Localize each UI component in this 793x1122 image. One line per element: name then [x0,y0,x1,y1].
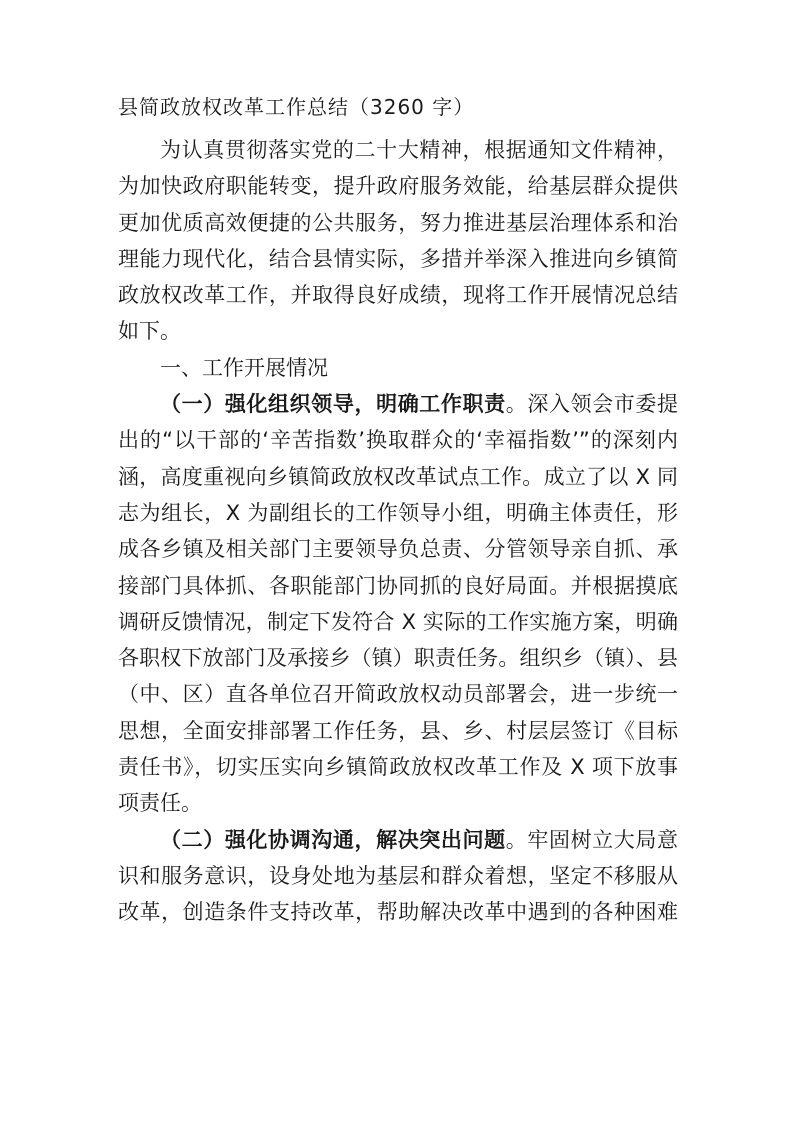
item1-paragraph [118,386,678,822]
item2-paragraph [118,822,678,931]
item1-heading: （一）强化组织领导，明确工作职责 [160,392,506,417]
item1-text: 。深入领会市委提出的“以干部的‘辛苦指数’换取群众的‘幸福指数’”的深刻内涵，高度重视向乡镇简政放权改革试点工作。成立了以 X 同志为组长，X 为副组长的工作领导小组，明确主体责任，形成各乡镇及相关部门主要领导负总责、分管领导亲自抓、承接部门具体抓、各职能部门协同抓的良好局面。并根据摸底调研反馈情况，制定下发符合 X 实际的工作实施方案，明确各职权下放部门及承接乡（镇）职责任务。组织乡（镇）、县（中、区）直各单位召开简政放权动员部署会，进一步统一思想，全面安排部署工作任务，县、乡、村层层签订《目标责任书》，切实压实向乡镇简政放权改革工作及 X 项下放事项责任。 [118,392,679,816]
item2-heading: （二）强化协调沟通，解决突出问题 [160,827,506,852]
item2-text: 。牢固树立大局意识和服务意识，设身处地为基层和群众着想，坚定不移服从改革，创造条件支持改革，帮助解决改革中遇到的各种困难 [118,827,679,925]
document-body [118,132,678,931]
document-title: 县简政放权改革工作总结（3260 字） [118,95,475,119]
section-heading: 一、工作开展情况 [160,355,328,380]
intro-paragraph: 为认真贯彻落实党的二十大精神，根据通知文件精神，为加快政府职能转变，提升政府服务效能，给基层群众提供更加优质高效便捷的公共服务，努力推进基层治理体系和治理能力现代化，结合县情实际，多措并举深入推进向乡镇简政放权改革工作，并取得良好成绩，现将工作开展情况总结如下。 [118,138,678,344]
